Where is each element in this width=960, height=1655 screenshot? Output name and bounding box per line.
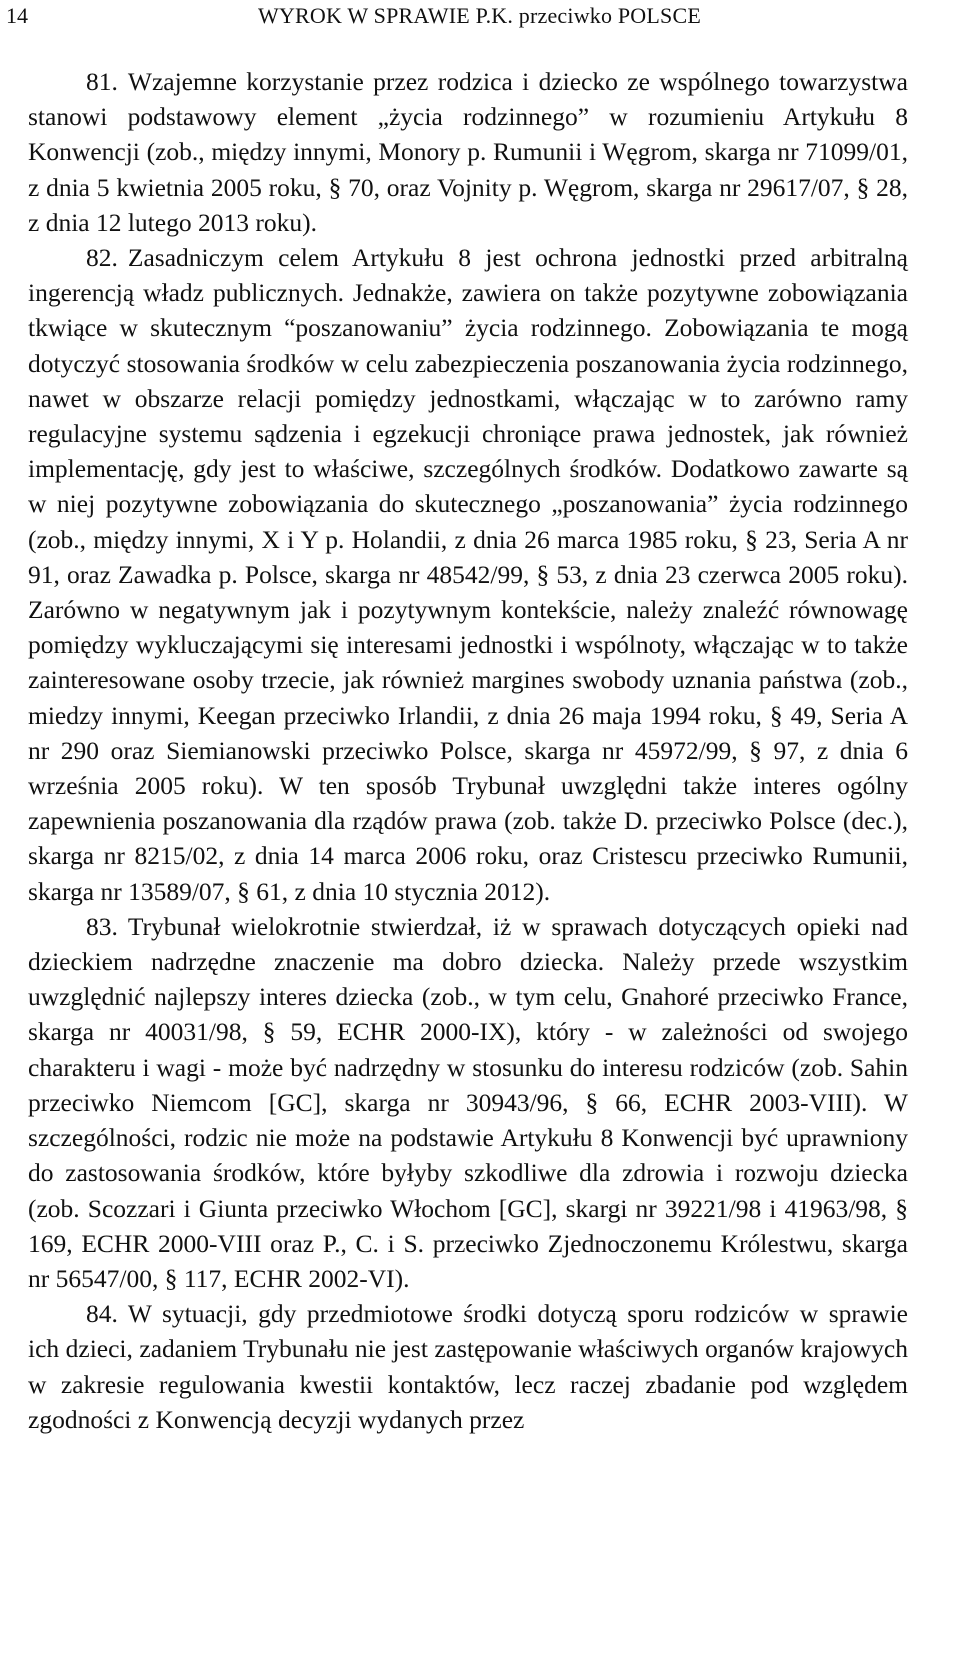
paragraph-82 bbox=[28, 240, 908, 909]
paragraph-text: W sytuacji, gdy przedmiotowe środki dotyczą sporu rodziców w sprawie ich dzieci, zadaniem Trybunału nie jest zastępowanie właściwych organów krajowych w zakresie regulowania kwestii kontaktów, lecz raczej zbadanie pod względem zgodności z Konwencją decyzji wydanych przez bbox=[28, 1299, 908, 1434]
running-header bbox=[6, 0, 908, 40]
paragraph-84 bbox=[28, 1296, 908, 1437]
header-title: WYROK W SPRAWIE P.K. przeciwko POLSCE bbox=[258, 3, 701, 28]
paragraph-number: 84. bbox=[86, 1299, 118, 1329]
paragraph-number: 83. bbox=[86, 911, 118, 941]
paragraph-83 bbox=[28, 909, 908, 1296]
paragraph-text: Zasadniczym celem Artykułu 8 jest ochrona jednostki przed arbitralną ingerencją władz publicznych. Jednakże, zawiera on także pozytywne zobowiązania tkwiące w skutecznym “poszanowaniu” życia rodzinnego. Zobowiązania te mogą dotyczyć stosowania środków w celu zabezpieczenia poszanowania życia rodzinnego, nawet w obszarze relacji pomiędzy jednostkami, włączając w to zarówno ramy regulacyjne systemu sądzenia i egzekucji chroniące prawa jednostek, jak również implementację, gdy jest to właściwe, szczególnych środków. Dodatkowo zawarte są w niej pozytywne zobowiązania do skutecznego „poszanowania” życia rodzinnego (zob., między innymi, X i Y p. Holandii, z dnia 26 marca 1985 roku, § 23, Seria A nr 91, oraz Zawadka p. Polsce, skarga nr 48542/99, § 53, z dnia 23 czerwca 2005 roku). Zarówno w negatywnym jak i pozytywnym kontekście, należy znaleźć równowagę pomiędzy wykluczającymi się interesami jednostki i wspólnoty, włączając w to także zainteresowane osoby trzecie, jak również margines swobody uznania państwa (zob., miedzy innymi, Keegan przeciwko Irlandii, z dnia 26 maja 1994 roku, § 49, Seria A nr 290 oraz Siemianowski przeciwko Polsce, skarga nr 45972/99, § 97, z dnia 6 września 2005 roku). W ten sposób Trybunał uwzględni także interes ogólny zapewnienia poszanowania dla rządów prawa (zob. także D. przeciwko Polsce (dec.), skarga nr 8215/02, z dnia 14 marca 2006 roku, oraz Cristescu przeciwko Rumunii, skarga nr 13589/07, § 61, z dnia 10 stycznia 2012). bbox=[28, 243, 908, 906]
page-number: 14 bbox=[6, 3, 28, 28]
document-page bbox=[6, 0, 908, 1437]
paragraph-number: 82. bbox=[86, 243, 118, 273]
judgment-body bbox=[28, 64, 908, 1437]
paragraph-text: Trybunał wielokrotnie stwierdzał, iż w sprawach dotyczących opieki nad dzieckiem nadrzędne znaczenie ma dobro dziecka. Należy przede wszystkim uwzględnić najlepszy interes dziecka (zob., w tym celu, Gnahoré przeciwko France, skarga nr 40031/98, § 59, ECHR 2000-IX), który - w zależności od swojego charakteru i wagi - może być nadrzędny w stosunku do interesu rodziców (zob. Sahin przeciwko Niemcom [GC], skarga nr 30943/96, § 66, ECHR 2003-VIII). W szczególności, rodzic nie może na podstawie Artykułu 8 Konwencji być uprawniony do zastosowania środków, które byłyby szkodliwe dla zdrowia i rozwoju dziecka (zob. Scozzari i Giunta przeciwko Włochom [GC], skargi nr 39221/98 i 41963/98, § 169, ECHR 2000-VIII oraz P., C. i S. przeciwko Zjednoczonemu Królestwu, skarga nr 56547/00, § 117, ECHR 2002-VI). bbox=[28, 911, 908, 1293]
paragraph-text: Wzajemne korzystanie przez rodzica i dziecko ze wspólnego towarzystwa stanowi podstawowy element „życia rodzinnego” w rozumieniu Artykułu 8 Konwencji (zob., między innymi, Monory p. Rumunii i Węgrom, skarga nr 71099/01, z dnia 5 kwietnia 2005 roku, § 70, oraz Vojnity p. Węgrom, skarga nr 29617/07, § 28, z dnia 12 lutego 2013 roku). bbox=[28, 67, 908, 237]
paragraph-number: 81. bbox=[86, 67, 118, 96]
paragraph-81 bbox=[28, 64, 908, 240]
